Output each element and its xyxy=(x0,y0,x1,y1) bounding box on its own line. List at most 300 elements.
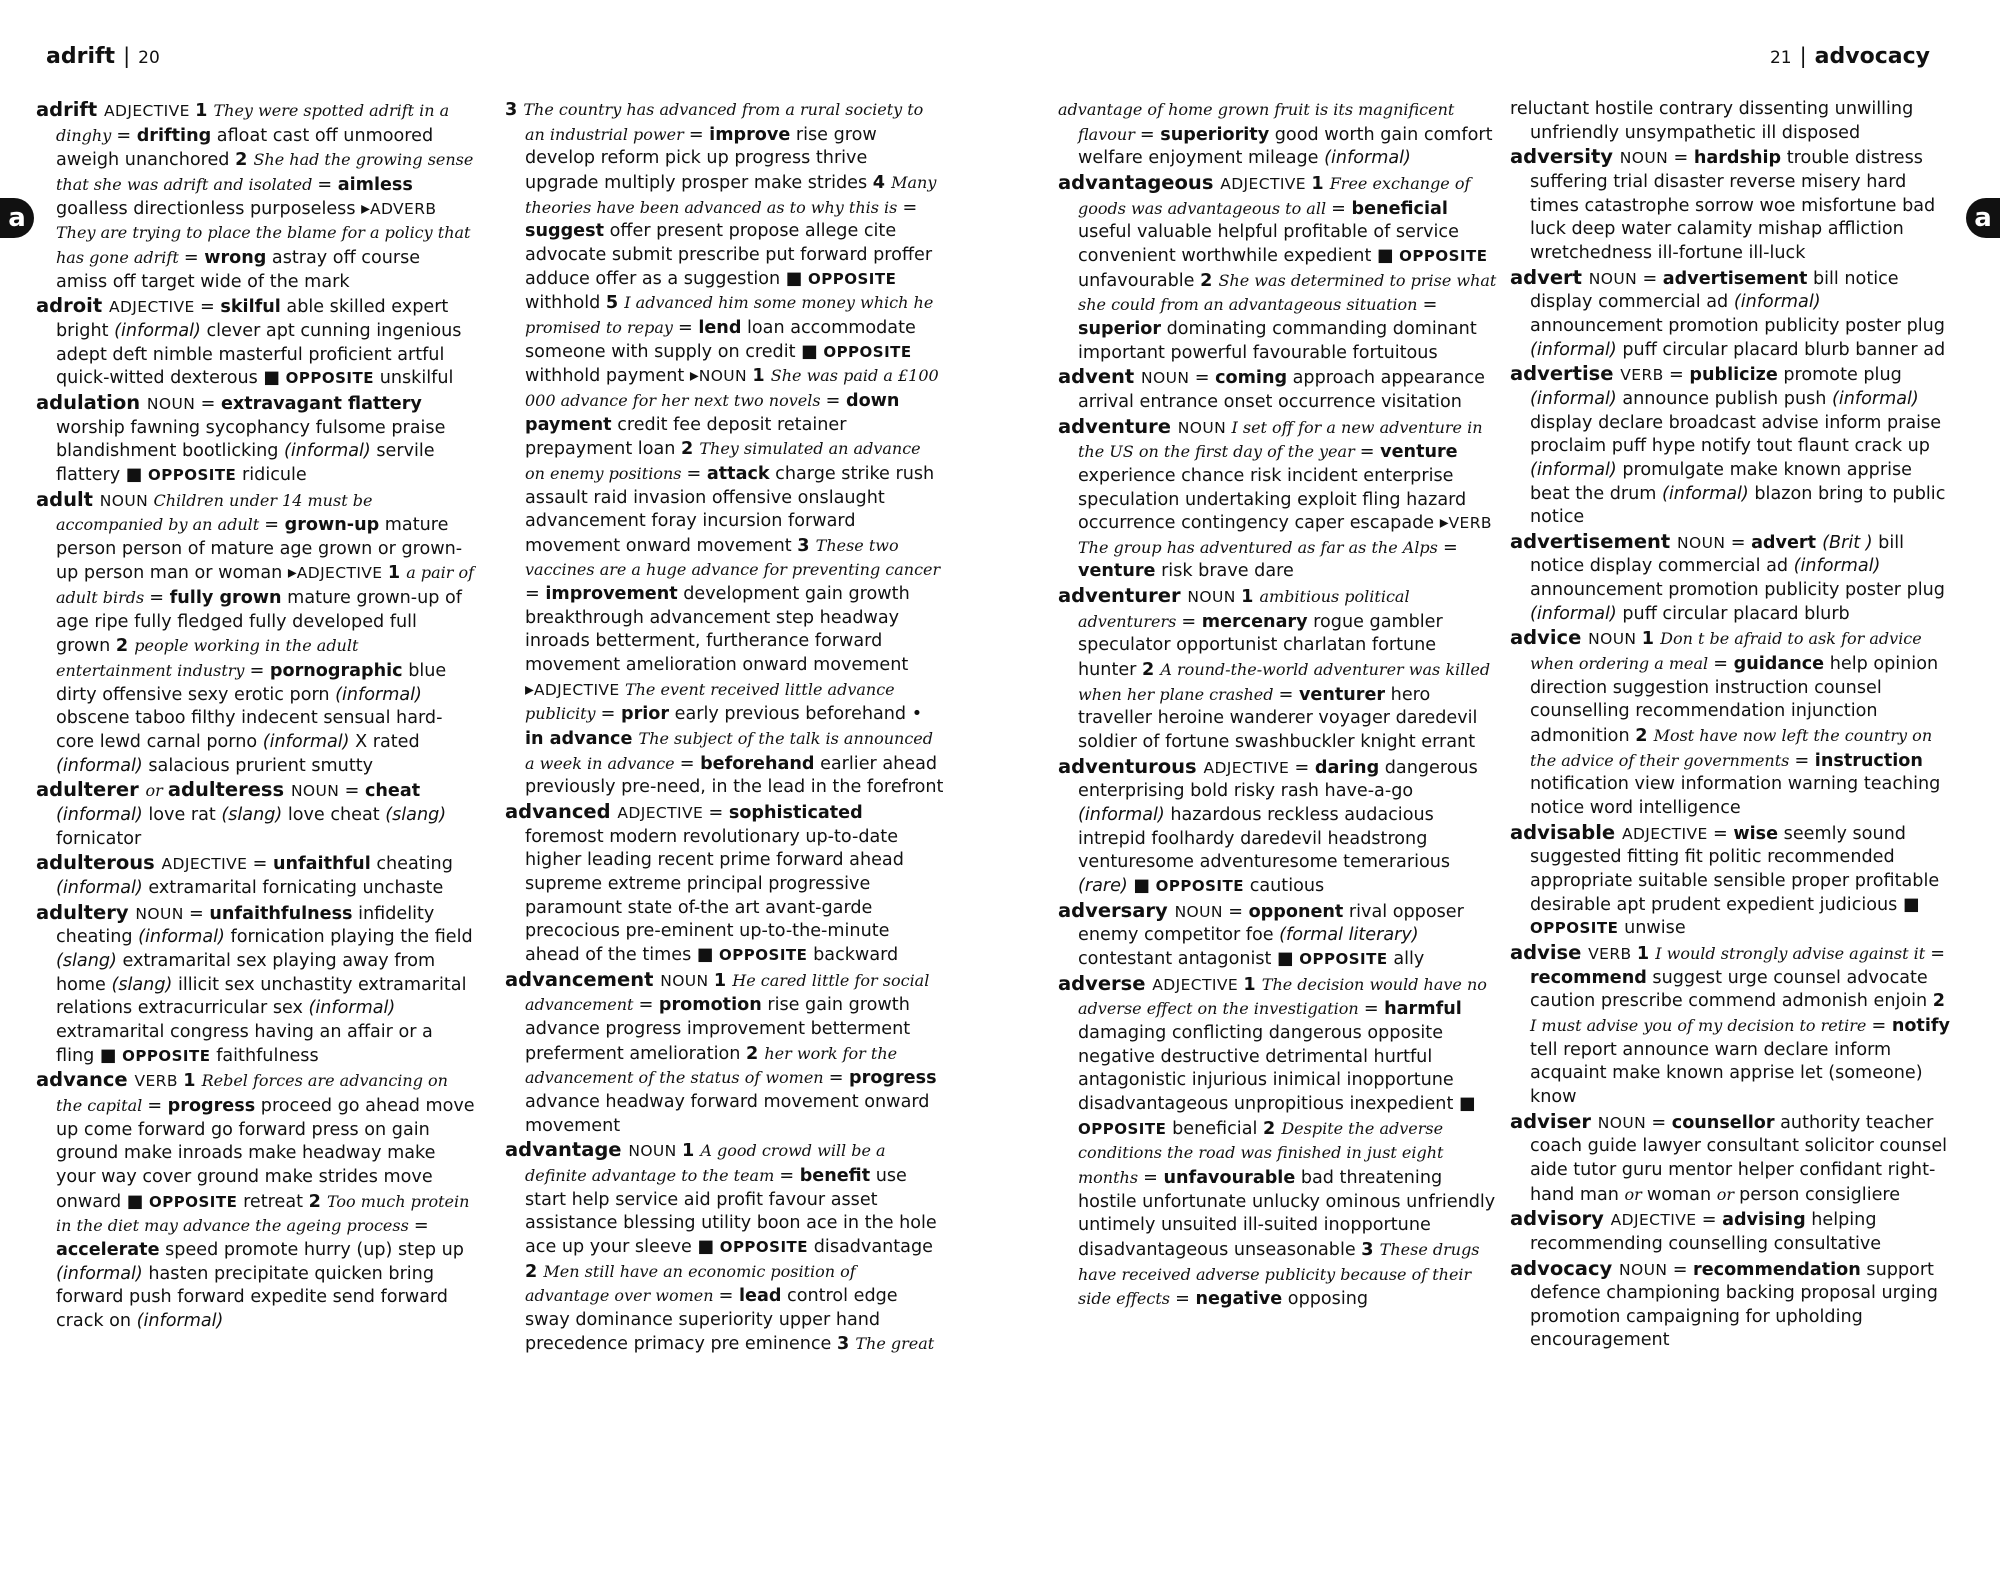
opposite-label: OPPOSITE xyxy=(823,342,912,361)
example-sentence: a pair of adult birds xyxy=(56,563,475,608)
part-of-speech: ADJECTIVE xyxy=(533,680,625,699)
synonyms: = xyxy=(902,197,918,218)
running-head-separator: | xyxy=(123,44,131,68)
part-of-speech: NOUN xyxy=(146,394,201,413)
synonyms: = xyxy=(1422,295,1438,316)
sense-number: 2 xyxy=(235,150,254,171)
synonyms: bad threatening hostile unfortunate unlucky ominous unfriendly untimely unsuited ill-suited inopportune disadvantageous unseasonable xyxy=(1078,1167,1496,1260)
running-head-separator: | xyxy=(1799,44,1807,68)
synonyms: = xyxy=(1930,943,1945,964)
key-synonym: progress xyxy=(849,1068,937,1089)
key-synonym: beforehand xyxy=(700,753,815,774)
part-of-speech: NOUN xyxy=(628,1142,682,1161)
synonyms: ridicule xyxy=(242,464,307,485)
usage-label: (informal) xyxy=(1078,805,1165,826)
example-sentence: She was determined to prise what she could from an advantageous situation xyxy=(1078,270,1497,315)
headword: advance xyxy=(36,1068,135,1092)
example-sentence: A round-the-world adventurer was killed when her plane crashed xyxy=(1078,660,1491,704)
synonyms: ■ xyxy=(263,368,286,389)
key-synonym: recommend xyxy=(1530,967,1647,988)
synonyms: able skilled expert bright xyxy=(56,297,449,341)
synonyms: good worth gain comfort welfare enjoyment mileage xyxy=(1078,124,1493,169)
synonyms: = xyxy=(1363,999,1385,1020)
headword: advert xyxy=(1510,265,1589,289)
key-synonym: pornographic xyxy=(269,661,403,682)
headword: adversity xyxy=(1510,145,1620,169)
synonyms: ■ xyxy=(99,1045,123,1066)
dictionary-entry xyxy=(505,98,945,800)
synonyms: ▸ xyxy=(1439,513,1449,534)
usage-label: (informal) xyxy=(56,755,143,776)
usage-label: (informal) xyxy=(1530,603,1617,624)
sense-number: 2 xyxy=(1200,270,1219,291)
example-sentence: She had the growing sense that she was adrift and isolated xyxy=(56,150,474,194)
example-sentence: advantage of home grown fruit is its magnificent flavour xyxy=(1058,100,1455,144)
part-of-speech: NOUN xyxy=(1177,418,1232,437)
example-sentence: Free exchange of goods was advantageous to all xyxy=(1078,173,1471,218)
synonyms: = xyxy=(200,393,221,414)
synonyms: use start help service aid profit favour asset assistance blessing utility boon ace in the hole ace up your sleeve xyxy=(525,1165,937,1257)
part-of-speech: ADJECTIVE xyxy=(108,298,201,317)
synonyms: puff circular placard blurb banner ad xyxy=(1616,339,1946,360)
dictionary-entry xyxy=(1058,584,1498,755)
example-sentence: The great xyxy=(855,1334,935,1354)
dictionary-entry xyxy=(1058,899,1498,972)
synonyms: rise grow develop reform pick up progress thrive upgrade multiply prosper make strides xyxy=(525,124,877,193)
key-synonym: improvement xyxy=(545,584,678,605)
synonyms: blue dirty offensive sexy erotic porn xyxy=(56,661,447,705)
synonyms: ▸ xyxy=(689,366,699,387)
usage-label: (Brit ) xyxy=(1822,532,1873,553)
headword: adulteress xyxy=(167,778,291,802)
part-of-speech: NOUN xyxy=(99,491,154,510)
sense-number: 2 xyxy=(1635,726,1654,747)
key-synonym: promotion xyxy=(658,995,762,1016)
dictionary-entry xyxy=(1058,755,1498,899)
usage-label: (rare) xyxy=(1078,876,1128,896)
key-synonym: opponent xyxy=(1248,901,1344,922)
sense-number: 1 xyxy=(195,101,214,121)
part-of-speech: VERB xyxy=(134,1072,184,1091)
usage-label: (informal) xyxy=(1733,292,1821,313)
sense-number: 1 xyxy=(1243,974,1262,995)
synonyms: advance headway forward movement onward movement xyxy=(525,1091,930,1136)
synonyms: disadvantage xyxy=(813,1236,933,1257)
sense-number: 5 xyxy=(605,293,625,314)
key-synonym: in advance xyxy=(525,729,639,750)
example-sentence: Most have now left the country on the advice of their governments xyxy=(1530,726,1933,770)
usage-label: (informal) xyxy=(136,1310,224,1331)
synonyms: infidelity cheating xyxy=(56,903,435,948)
synonyms: reluctant hostile contrary dissenting unwilling unfriendly unsympathetic ill disposed xyxy=(1510,99,1914,143)
example-sentence: Too much protein in the diet may advance the ageing process xyxy=(56,1191,470,1236)
key-synonym: mercenary xyxy=(1201,611,1308,632)
key-synonym: superior xyxy=(1078,318,1161,339)
sense-number: 1 xyxy=(183,1071,202,1092)
dictionary-entry xyxy=(1510,1257,1950,1354)
synonyms: cautious xyxy=(1249,876,1325,896)
part-of-speech: NOUN xyxy=(1597,1113,1652,1132)
example-sentence: or xyxy=(1716,1184,1740,1204)
key-synonym: unfavourable xyxy=(1163,1167,1296,1188)
synonyms: promote plug xyxy=(1777,365,1902,386)
sense-number: 1 xyxy=(713,970,733,991)
synonyms: dominating commanding dominant important powerful favourable fortuitous xyxy=(1078,318,1477,363)
synonyms: damaging conflicting dangerous opposite negative destructive detrimental hurtful antagonistic injurious inimical inopportune disadvantageous unpropitious inexpedient xyxy=(1078,1022,1459,1114)
usage-label: (informal) xyxy=(1832,388,1919,409)
example-sentence: They were spotted adrift in a dinghy xyxy=(56,101,450,145)
usage-label: (slang) xyxy=(56,950,117,971)
sense-number: 4 xyxy=(872,172,892,193)
usage-label: (informal) xyxy=(56,1263,143,1284)
usage-label: (slang) xyxy=(111,974,173,995)
synonyms: rival opposer enemy competitor foe xyxy=(1078,901,1464,946)
key-synonym: sophisticated xyxy=(728,803,863,824)
dictionary-entry xyxy=(1510,98,1950,145)
synonyms: risk brave dare xyxy=(1155,561,1294,582)
part-of-speech: VERB xyxy=(1448,514,1492,533)
key-synonym: benefit xyxy=(799,1165,871,1186)
synonyms: = xyxy=(1669,365,1690,386)
headword: advisory xyxy=(1510,1207,1611,1231)
synonyms: woman xyxy=(1646,1184,1717,1205)
headword: adviser xyxy=(1510,1109,1598,1133)
key-synonym: down payment xyxy=(525,390,900,435)
part-of-speech: ADJECTIVE xyxy=(104,102,196,120)
key-synonym: lend xyxy=(698,317,742,338)
synonyms: suggest urge counsel advocate caution prescribe commend admonish enjoin xyxy=(1530,967,1933,1012)
headword: advise xyxy=(1510,940,1589,964)
synonyms: hazardous reckless audacious intrepid foolhardy daredevil headstrong venturesome adventuresome temerarious xyxy=(1078,805,1451,873)
synonyms: salacious prurient smutty xyxy=(142,755,374,776)
dictionary-column xyxy=(1058,98,1498,1518)
headword: adventure xyxy=(1058,414,1178,438)
synonyms: rogue gambler speculator opportunist charlatan fortune hunter xyxy=(1078,611,1443,681)
part-of-speech: NOUN xyxy=(1619,149,1674,168)
headword: adroit xyxy=(36,294,109,318)
synonyms: useful valuable helpful profitable of service convenient worthwhile expedient xyxy=(1078,222,1459,266)
dictionary-entry xyxy=(505,1138,945,1357)
usage-label: (informal) xyxy=(56,805,143,826)
example-sentence: These drugs have received adverse publicity because of their side effects xyxy=(1078,1239,1480,1309)
dictionary-entry xyxy=(1058,415,1498,585)
synonyms: = xyxy=(116,125,137,146)
key-synonym: coming xyxy=(1215,368,1288,389)
synonyms: = xyxy=(1278,684,1299,705)
headword: advanced xyxy=(505,800,618,824)
example-sentence: The group has adventured as far as the Alps xyxy=(1078,537,1443,557)
part-of-speech: NOUN xyxy=(290,782,345,801)
sense-number: 1 xyxy=(1241,587,1260,608)
synonyms: help opinion direction suggestion instruction counsel counselling recommendation injunction admonition xyxy=(1530,654,1939,747)
example-sentence: I set off for a new adventure in the US on the first day of the year xyxy=(1078,417,1483,462)
key-synonym: publicize xyxy=(1689,365,1778,386)
synonyms: ■ xyxy=(126,1191,149,1212)
synonyms: development gain growth breakthrough advancement step headway inroads betterment, furtherance forward movement amelioration onward movement xyxy=(525,584,910,676)
headword: adulterous xyxy=(36,851,162,875)
opposite-label: OPPOSITE xyxy=(147,465,243,484)
opposite-label: OPPOSITE xyxy=(285,369,380,388)
synonyms: ■ xyxy=(697,1236,720,1257)
synonyms: announce publish push xyxy=(1616,388,1833,409)
sense-number: 2 xyxy=(308,1191,327,1212)
key-synonym: aimless xyxy=(337,174,413,195)
key-synonym: venturer xyxy=(1298,684,1386,705)
synonyms: = xyxy=(779,1165,800,1186)
part-of-speech: ADJECTIVE xyxy=(161,855,253,874)
dictionary-column xyxy=(1510,98,1950,1518)
synonyms: = xyxy=(718,1286,740,1307)
key-synonym: advertisement xyxy=(1662,268,1808,289)
dictionary-entry xyxy=(36,391,476,488)
key-synonym: harmful xyxy=(1384,999,1462,1020)
sense-number: 3 xyxy=(505,100,524,120)
key-synonym: prior xyxy=(621,704,670,725)
synonyms: illicit sex unchastity extramarital relations extracurricular sex xyxy=(56,974,467,1019)
headword: advice xyxy=(1510,626,1589,650)
synonyms: helping recommending counselling consultative xyxy=(1530,1210,1882,1254)
synonyms: = xyxy=(344,781,365,802)
example-sentence: These two vaccines are a huge advance for preventing cancer xyxy=(525,535,941,580)
usage-label: (informal) xyxy=(308,998,396,1019)
key-synonym: grown-up xyxy=(284,515,380,536)
synonyms: = xyxy=(1794,750,1815,771)
key-synonym: negative xyxy=(1195,1289,1283,1310)
synonyms: = xyxy=(1730,532,1752,553)
dictionary-entry xyxy=(36,1068,476,1333)
synonyms: extramarital sex playing away from home xyxy=(56,950,436,995)
synonyms: rise gain growth advance progress improvement betterment preferment amelioration xyxy=(525,995,911,1064)
sense-number: 2 xyxy=(745,1043,765,1064)
dictionary-entry xyxy=(1510,626,1950,820)
opposite-label: OPPOSITE xyxy=(719,945,814,964)
example-sentence: ambitious political adventurers xyxy=(1078,587,1410,631)
key-synonym: suggest xyxy=(525,221,605,242)
dictionary-entry xyxy=(1510,1207,1950,1256)
synonyms: retreat xyxy=(243,1191,309,1212)
part-of-speech: NOUN xyxy=(698,367,753,386)
synonyms: = xyxy=(600,704,621,725)
example-sentence: The country has advanced from a rural society to an industrial power xyxy=(523,100,924,144)
usage-label: (informal) xyxy=(1530,388,1617,409)
synonyms: early previous beforehand xyxy=(669,704,912,725)
sense-number: 1 xyxy=(387,563,407,584)
sense-number: 1 xyxy=(1641,629,1661,650)
example-sentence: The subject of the talk is announced a week in advance xyxy=(525,729,933,773)
synonyms: = xyxy=(1642,268,1663,289)
synonyms: = xyxy=(183,247,205,268)
synonyms: = xyxy=(1672,1259,1694,1280)
synonyms: = xyxy=(1871,1015,1892,1036)
key-synonym: beneficial xyxy=(1351,198,1448,219)
synonyms: ■ xyxy=(1376,245,1400,266)
synonyms: earlier ahead previously pre-need, in the lead in the forefront xyxy=(525,753,944,798)
synonyms: = xyxy=(1194,368,1216,389)
synonyms: ■ xyxy=(801,341,824,362)
synonyms: notification view information warning teaching notice word intelligence xyxy=(1530,774,1941,819)
usage-label: (informal) xyxy=(284,441,371,462)
dictionary-entry xyxy=(36,294,476,391)
synonyms: opposing xyxy=(1282,1289,1369,1310)
dictionary-entry xyxy=(36,488,476,779)
synonyms: beneficial xyxy=(1172,1118,1263,1139)
key-synonym: skilful xyxy=(220,297,281,318)
synonyms: loan accommodate someone with supply on credit xyxy=(525,317,916,362)
synonyms: ■ xyxy=(1458,1093,1476,1114)
sense-number: 2 xyxy=(525,1261,544,1282)
synonyms: = xyxy=(825,390,846,411)
synonyms: extramarital congress having an affair or a fling xyxy=(56,1021,433,1066)
synonyms: = xyxy=(200,297,221,318)
dictionary-entry xyxy=(1510,1110,1950,1208)
part-of-speech: NOUN xyxy=(1588,630,1642,649)
example-sentence: She was paid a £100 000 advance for her next two novels xyxy=(525,366,939,410)
part-of-speech: ADJECTIVE xyxy=(296,564,388,583)
running-head-left xyxy=(46,44,160,69)
usage-label: (informal) xyxy=(1530,339,1617,360)
synonyms: = xyxy=(1673,148,1694,169)
example-sentence: people working in the adult entertainment industry xyxy=(56,636,359,681)
usage-label: (informal) xyxy=(1530,459,1617,480)
sense-number: 3 xyxy=(836,1334,856,1355)
key-synonym: cheat xyxy=(364,781,421,802)
opposite-label: OPPOSITE xyxy=(1399,246,1488,265)
dictionary-entry xyxy=(1510,266,1950,363)
dictionary-entry xyxy=(1510,941,1950,1110)
key-synonym: venture xyxy=(1380,442,1458,463)
running-head-headword: advocacy xyxy=(1814,44,1930,69)
synonyms: bill notice display commercial ad xyxy=(1530,268,1899,313)
usage-label: (slang) xyxy=(221,805,283,826)
key-synonym: instruction xyxy=(1814,750,1923,771)
part-of-speech: ADJECTIVE xyxy=(1203,758,1295,777)
thumb-index-tab: a xyxy=(0,198,34,238)
part-of-speech: ADJECTIVE xyxy=(617,804,709,823)
example-sentence: The event received little advance publicity xyxy=(525,679,895,724)
headword: adversary xyxy=(1058,898,1175,922)
synonyms: ▸ xyxy=(361,198,370,219)
key-synonym: advert xyxy=(1751,532,1823,553)
synonyms: = xyxy=(317,174,338,195)
synonyms: trouble distress suffering trial disaster reverse misery hard times catastrophe sorrow woe misfortune bad luck deep water calamity mishap affliction wretchedness ill-fortune ill-luck xyxy=(1530,148,1936,263)
opposite-label: OPPOSITE xyxy=(122,1046,217,1065)
synonyms: contestant antagonist xyxy=(1078,948,1278,969)
example-sentence: A good crowd will be a definite advantage to the team xyxy=(525,1141,886,1185)
part-of-speech: NOUN xyxy=(1677,533,1731,552)
usage-label: (informal) xyxy=(1793,556,1881,577)
key-synonym: fully grown xyxy=(169,588,282,609)
key-synonym: lead xyxy=(739,1286,782,1307)
opposite-label: OPPOSITE xyxy=(149,1192,244,1211)
synonyms: ■ xyxy=(785,268,808,289)
synonyms: ▸ xyxy=(287,563,297,584)
synonyms: support defence championing backing proposal urging promotion campaigning for upholding encouragement xyxy=(1530,1259,1938,1351)
synonyms: approach appearance arrival entrance onset occurrence visitation xyxy=(1078,368,1485,412)
synonyms: cheating xyxy=(370,854,453,875)
key-synonym: extravagant flattery xyxy=(220,393,422,414)
synonyms: servile flattery xyxy=(56,441,435,485)
dictionary-entry xyxy=(1058,171,1498,365)
headword: adult xyxy=(36,487,100,511)
synonyms: seemly sound suggested fitting fit politic recommended appropriate suitable sensible proper profitable desirable apt prudent expedient judicious xyxy=(1530,823,1940,915)
part-of-speech: ADJECTIVE xyxy=(1152,975,1244,994)
synonyms: unwise xyxy=(1624,918,1686,939)
synonyms: ■ xyxy=(696,944,720,965)
dictionary-entry xyxy=(36,851,476,900)
thumb-index-tab: a xyxy=(1966,198,2000,238)
key-synonym: drifting xyxy=(136,125,212,146)
synonyms: promulgate make known apprise beat the drum xyxy=(1530,459,1912,504)
key-synonym: wise xyxy=(1733,823,1779,844)
key-synonym: advising xyxy=(1722,1210,1806,1231)
key-synonym: hardship xyxy=(1693,148,1782,169)
example-sentence: I must advise you of my decision to retire xyxy=(1530,1015,1872,1035)
sense-number: 1 xyxy=(1311,173,1330,194)
running-head-right xyxy=(1770,44,1930,69)
sense-number: 3 xyxy=(1361,1239,1380,1260)
synonyms: withhold payment xyxy=(525,366,690,387)
headword: advertise xyxy=(1510,362,1621,386)
opposite-label: OPPOSITE xyxy=(1530,919,1625,938)
synonyms: = xyxy=(638,995,659,1016)
headword: adultery xyxy=(36,900,136,924)
synonyms: = xyxy=(147,1095,168,1116)
opposite-label: OPPOSITE xyxy=(719,1237,814,1256)
example-sentence: They are trying to place the blame for a policy that has gone adrift xyxy=(56,223,471,267)
part-of-speech: NOUN xyxy=(1141,369,1195,388)
synonyms: = xyxy=(1294,757,1315,778)
dictionary-entry xyxy=(1058,365,1498,414)
right-page xyxy=(1000,0,2000,1588)
part-of-speech: VERB xyxy=(1620,366,1670,385)
synonyms: = xyxy=(264,515,285,536)
headword: adrift xyxy=(36,98,105,121)
usage-label: (informal) xyxy=(262,732,350,753)
synonyms: ally xyxy=(1393,948,1425,969)
example-sentence: He cared little for social advancement xyxy=(525,970,930,1015)
synonyms: = xyxy=(249,661,270,682)
dictionary-entry xyxy=(1058,972,1498,1312)
synonyms: = xyxy=(708,803,729,824)
key-synonym: unfaithful xyxy=(272,854,371,875)
synonyms: hero traveller heroine wanderer voyager daredevil soldier of fortune swashbuckler knight errant xyxy=(1078,684,1478,753)
dictionary-entry xyxy=(1510,821,1950,941)
synonyms: afloat cast off unmoored aweigh unanchored xyxy=(56,125,434,171)
synonyms: = xyxy=(1139,124,1161,145)
sense-number: 1 xyxy=(1636,943,1656,964)
synonyms: = xyxy=(1651,1112,1672,1133)
part-of-speech: NOUN xyxy=(1588,269,1643,288)
key-synonym: accelerate xyxy=(56,1239,160,1260)
part-of-speech: ADVERB xyxy=(369,199,437,218)
synonyms: = xyxy=(189,903,210,924)
synonyms: = xyxy=(1701,1210,1723,1231)
synonyms: person consigliere xyxy=(1739,1184,1901,1205)
synonyms: fornication playing the field xyxy=(224,927,473,948)
headword: advisable xyxy=(1510,820,1622,844)
headword: adventurous xyxy=(1058,754,1204,778)
synonyms: authority teacher coach guide lawyer consultant solicitor counsel aide tutor guru mentor helper confidant right-hand man xyxy=(1530,1112,1948,1205)
key-synonym: improve xyxy=(709,124,791,145)
synonyms: = xyxy=(679,753,701,774)
synonyms: ■ xyxy=(1902,894,1920,915)
opposite-label: OPPOSITE xyxy=(1155,877,1250,895)
part-of-speech: ADJECTIVE xyxy=(1610,1211,1702,1230)
key-synonym: counsellor xyxy=(1671,1112,1775,1133)
dictionary-entry xyxy=(36,901,476,1069)
synonyms: = xyxy=(413,1216,429,1237)
sense-number: 1 xyxy=(752,366,771,387)
